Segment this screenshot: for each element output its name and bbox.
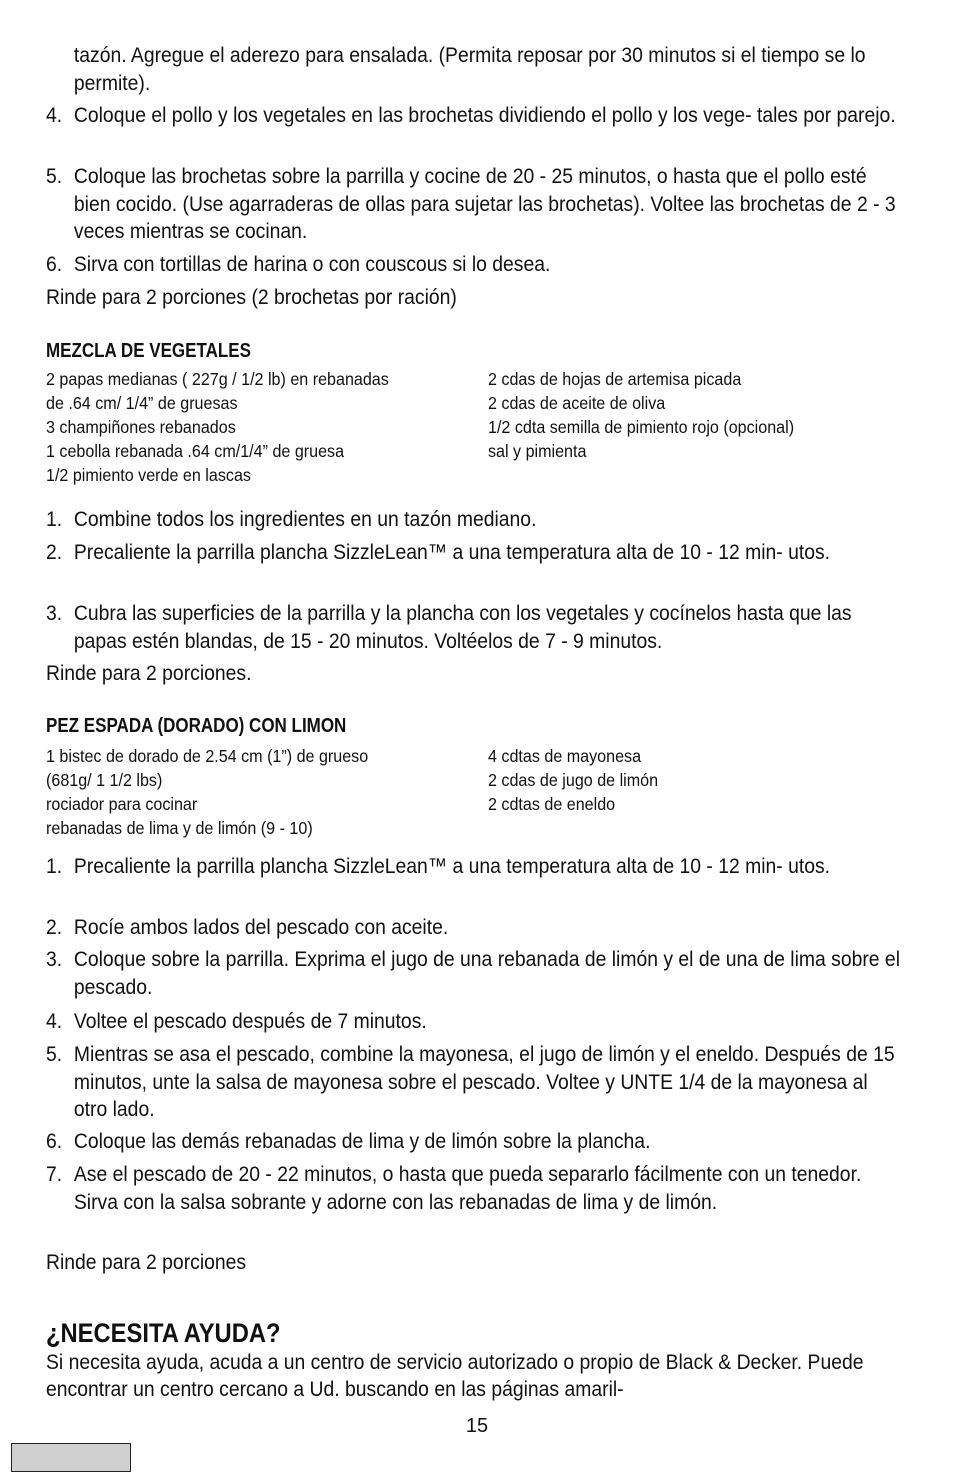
intro-step-6 <box>46 251 824 279</box>
intro-yield: Rinde para 2 porciones (2 brochetas por ración) <box>46 285 457 309</box>
step-number: 5. <box>46 164 63 188</box>
step-text: Coloque sobre la parrilla. Exprima el jugo de una rebanada de limón y el de una de lima sobre el pescado. <box>73 947 901 999</box>
step-text: Ase el pescado de 20 - 22 minutos, o hasta que pueda separarlo fácilmente con un tenedor. Sirva con la salsa sobrante y adorne con las rebanadas de lima y de limón. <box>73 1162 862 1214</box>
recipe-title-pez: PEZ ESPADA (DORADO) CON LIMON <box>46 715 347 737</box>
ingredients-left-vegetales <box>46 367 389 487</box>
help-text: Si necesita ayuda, acuda a un centro de servicio autorizado o propio de Black & Decker. Puede encontrar un centro cercano a Ud. buscando en las páginas amaril- <box>46 1350 864 1401</box>
ingredient-item: 2 cdas de aceite de oliva <box>488 393 666 413</box>
step-number: 2. <box>46 540 63 564</box>
help-heading: ¿NECESITA AYUDA? <box>46 1318 281 1348</box>
vegetales-step-1 <box>46 506 824 534</box>
vegetales-step-2 <box>46 539 831 567</box>
step-text: Combine todos los ingredientes en un tazón mediano. <box>73 507 537 531</box>
ingredient-item: 4 cdtas de mayonesa <box>488 746 642 766</box>
step-text: Coloque las demás rebanadas de lima y de limón sobre la plancha. <box>73 1129 651 1153</box>
ingredient-item: rebanadas de lima y de limón (9 - 10) <box>46 818 313 838</box>
ingredient-item: 1/2 pimiento verde en lascas <box>46 465 251 485</box>
step-number: 7. <box>46 1162 63 1186</box>
pez-step-3 <box>46 946 901 1001</box>
step-text: Coloque el pollo y los vegetales en las brochetas dividiendo el pollo y los vege- tales por parejo. <box>73 103 896 127</box>
ingredients-right-pez <box>488 744 658 816</box>
step-text: Mientras se asa el pescado, combine la mayonesa, el jugo de limón y el eneldo. Después de 15 minutos, unte la salsa de mayonesa sobre el pescado. Voltee y UNTE 1/4 de la mayonesa al otro lado. <box>73 1042 895 1121</box>
ingredient-item: rociador para cocinar <box>46 794 198 814</box>
intro-step-4 <box>46 102 896 130</box>
intro-step-5 <box>46 163 896 246</box>
step-number: 3. <box>46 601 63 625</box>
step-number: 1. <box>46 854 63 878</box>
ingredient-item: 1 cebolla rebanada .64 cm/1/4” de gruesa <box>46 441 345 461</box>
page-number: 15 <box>465 1415 489 1437</box>
step-number: 3. <box>46 947 63 971</box>
step-text: Cubra las superficies de la parrilla y la plancha con los vegetales y cocínelos hasta que las papas estén blandas, de 15 - 20 minutos. Voltéelos de 7 - 9 minutos. <box>73 601 852 653</box>
recipe-title-vegetales: MEZCLA DE VEGETALES <box>46 340 251 362</box>
pez-step-7 <box>46 1161 862 1216</box>
intro-continuation-text: tazón. Agregue el aderezo para ensalada. (Permita reposar por 30 minutos si el tiempo se lo permite). <box>73 43 866 95</box>
pez-step-5 <box>46 1041 895 1124</box>
pez-step-2 <box>46 914 824 942</box>
step-number: 6. <box>46 1129 63 1153</box>
ingredient-item: 2 cdtas de eneldo <box>488 794 616 814</box>
step-text: Coloque las brochetas sobre la parrilla y cocine de 20 - 25 minutos, o hasta que el pollo esté bien cocido. (Use agarraderas de ollas para sujetar las brochetas). Voltee las brochetas de 2 - 3 veces mientras se cocinan. <box>73 164 896 243</box>
ingredient-item: sal y pimienta <box>488 441 587 461</box>
step-text: Precaliente la parrilla plancha SizzleLean™ a una temperatura alta de 10 - 12 min- utos. <box>73 540 831 564</box>
pez-step-1 <box>46 853 831 881</box>
step-number: 4. <box>46 1009 63 1033</box>
step-text: Rocíe ambos lados del pescado con aceite. <box>73 915 449 939</box>
ingredients-right-vegetales <box>488 367 794 463</box>
step-number: 4. <box>46 103 63 127</box>
ingredients-left-pez <box>46 744 368 840</box>
gray-tab-marker <box>11 1443 131 1472</box>
ingredient-item: 1/2 cdta semilla de pimiento rojo (opcional) <box>488 417 795 437</box>
ingredient-item: 1 bistec de dorado de 2.54 cm (1”) de grueso <box>46 746 369 766</box>
intro-continuation <box>46 42 866 97</box>
step-number: 5. <box>46 1042 63 1066</box>
step-number: 1. <box>46 507 63 531</box>
step-number: 2. <box>46 915 63 939</box>
pez-yield: Rinde para 2 porciones <box>46 1250 247 1274</box>
pez-step-4 <box>46 1008 824 1036</box>
step-number: 6. <box>46 252 63 276</box>
ingredient-item: (681g/ 1 1/2 lbs) <box>46 770 163 790</box>
vegetales-step-3 <box>46 600 852 655</box>
step-text: Voltee el pescado después de 7 minutos. <box>73 1009 427 1033</box>
vegetales-yield: Rinde para 2 porciones. <box>46 661 252 685</box>
step-text: Sirva con tortillas de harina o con couscous si lo desea. <box>73 252 551 276</box>
ingredient-item: 2 cdas de jugo de limón <box>488 770 659 790</box>
ingredient-item: 3 champiñones rebanados <box>46 417 236 437</box>
step-text: Precaliente la parrilla plancha SizzleLean™ a una temperatura alta de 10 - 12 min- utos. <box>73 854 831 878</box>
pez-step-6 <box>46 1128 824 1156</box>
ingredient-item: 2 papas medianas ( 227g / 1/2 lb) en rebanadas <box>46 369 389 389</box>
ingredient-item: de .64 cm/ 1/4” de gruesas <box>46 393 238 413</box>
ingredient-item: 2 cdas de hojas de artemisa picada <box>488 369 742 389</box>
